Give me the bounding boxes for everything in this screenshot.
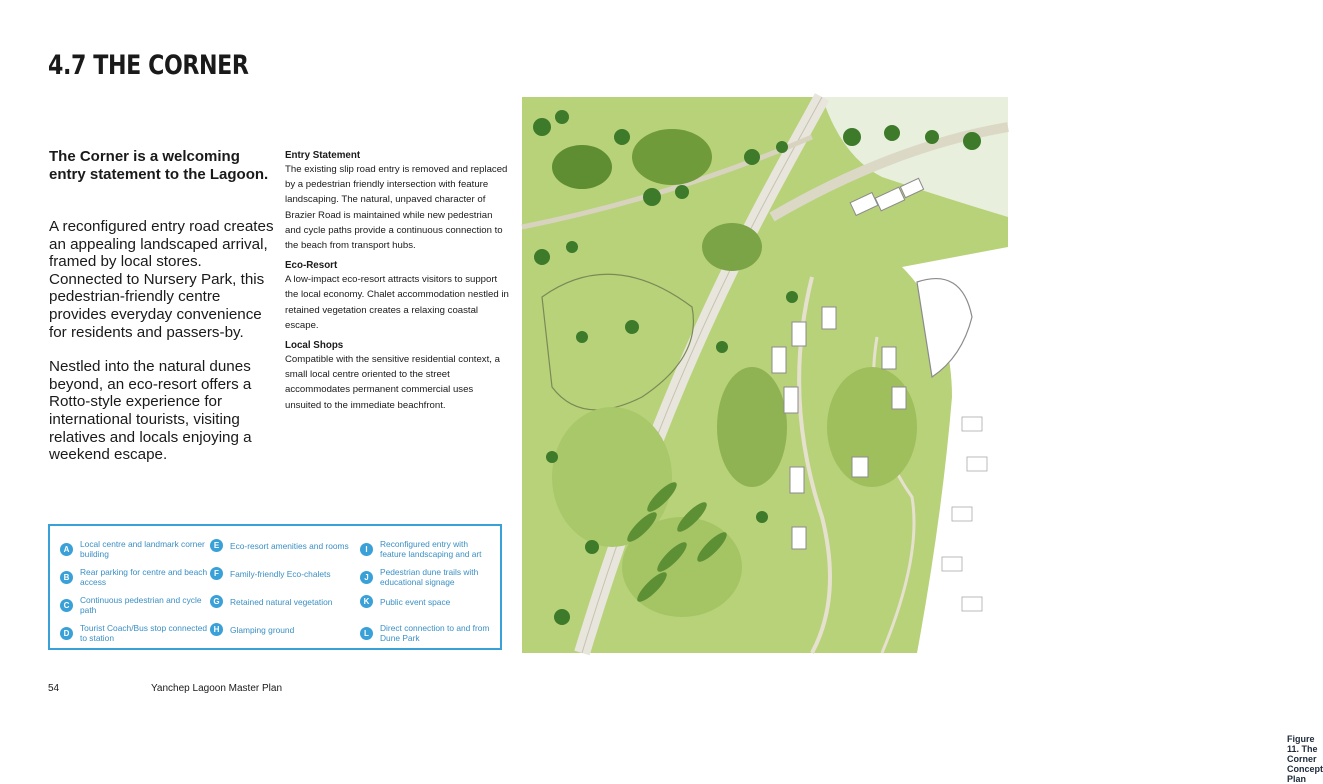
legend-badge: L (360, 627, 373, 640)
legend-item-h (210, 623, 360, 636)
legend-item-e (210, 539, 360, 552)
legend-badge: E (210, 539, 223, 552)
map-caption: Figure 11. The Corner Concept Plan (1287, 734, 1323, 784)
section-heading-local-shops: Local Shops (285, 340, 344, 352)
section-text-entry-statement: The existing slip road entry is removed and replaced by a pedestrian friendly intersection with feature landscaping. The natural, unpaved character of Brazier Road is maintained while new pedestrian and cycle paths provide a continuous connection to the beach from transport hubs. (285, 164, 508, 252)
legend-badge: H (210, 623, 223, 636)
lead-statement: The Corner is a welcoming entry statement to the Lagoon. (49, 148, 269, 183)
legend-item-d (60, 623, 210, 643)
legend-item-i (360, 539, 495, 559)
legend-text: Glamping ground (230, 624, 295, 635)
legend-badge: J (360, 571, 373, 584)
intro-body (49, 218, 274, 481)
legend-badge: A (60, 543, 73, 556)
section-text-local-shops: Compatible with the sensitive residential context, a small local centre oriented to the street accommodates permanent commercial uses unsuited to the immediate beachfront. (285, 354, 500, 411)
legend-text: Pedestrian dune trails with educational signage (380, 567, 479, 587)
document-title: Yanchep Lagoon Master Plan (151, 683, 283, 694)
legend-text: Tourist Coach/Bus stop connected to station (80, 623, 208, 643)
concept-plan-map (522, 97, 1323, 784)
legend-item-a (60, 539, 210, 559)
legend-item-c (60, 595, 210, 615)
legend-badge: D (60, 627, 73, 640)
section-heading-eco-resort: Eco-Resort (285, 260, 338, 272)
legend-text: Direct connection to and from Dune Park (380, 623, 490, 643)
legend-text: Eco-resort amenities and rooms (230, 540, 349, 551)
section-heading-entry-statement: Entry Statement (285, 150, 361, 161)
legend-badge: C (60, 599, 73, 612)
legend-item-b (60, 567, 210, 587)
legend-text: Public event space (380, 596, 451, 607)
legend-item-j (360, 567, 495, 587)
legend-item-f (210, 567, 360, 580)
page-title: 4.7 THE CORNER (48, 50, 249, 81)
plan-legend (48, 524, 502, 650)
legend-item-g (210, 595, 360, 608)
page-number: 54 (48, 683, 60, 694)
legend-badge: I (360, 543, 373, 556)
section-text-eco-resort: A low-impact eco-resort attracts visitors to support the local economy. Chalet accommodation nestled in retained vegetation creates a relaxing coastal escape. (285, 274, 509, 331)
legend-item-k (360, 595, 495, 608)
legend-text: Continuous pedestrian and cycle path (80, 595, 202, 615)
legend-text: Family-friendly Eco-chalets (230, 568, 331, 579)
legend-text: Rear parking for centre and beach access (80, 567, 208, 587)
intro-paragraph-2: Nestled into the natural dunes beyond, an eco-resort offers a Rotto-style experience for international tourists, visiting relatives and locals enjoying a weekend escape. (49, 358, 252, 464)
legend-badge: B (60, 571, 73, 584)
legend-badge: K (360, 595, 373, 608)
legend-text: Local centre and landmark corner building (80, 539, 205, 559)
legend-text: Retained natural vegetation (230, 596, 333, 607)
legend-badge: F (210, 567, 223, 580)
intro-paragraph-1: A reconfigured entry road creates an appealing landscaped arrival, framed by local stores. Connected to Nursery Park, this pedestrian-friendly centre provides everyday convenience for residents and passers-by. (49, 218, 274, 341)
legend-badge: G (210, 595, 223, 608)
concept-plan-illustration (522, 97, 1008, 653)
legend-item-l (360, 623, 495, 643)
legend-text: Reconfigured entry with feature landscaping and art (380, 539, 482, 559)
feature-sections (285, 149, 510, 419)
